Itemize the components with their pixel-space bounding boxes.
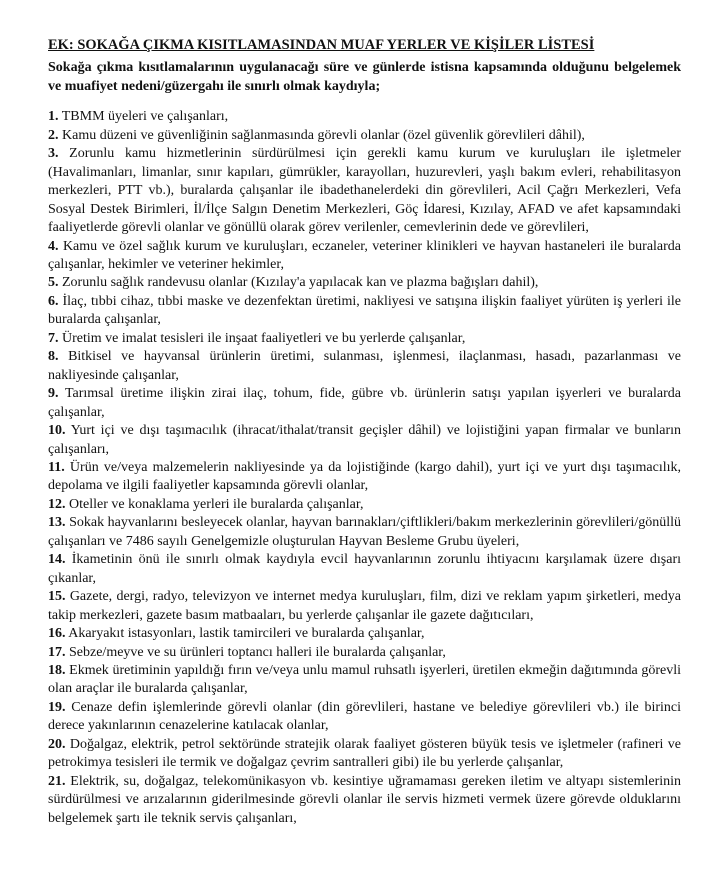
- document-title: EK: SOKAĞA ÇIKMA KISITLAMASINDAN MUAF YERLER VE KİŞİLER LİSTESİ: [48, 37, 595, 53]
- item-number: 6.: [48, 293, 59, 309]
- item-text: Gazete, dergi, radyo, televizyon ve internet medya kuruluşları, film, dizi ve reklam yapım şirketleri, medya takip merkezleri, gazete basım matbaaları, bu yerlerde çalışanlar ile gazete dağıtıcıları,: [48, 589, 682, 623]
- item-text: Sebze/meyve ve su ürünleri toptancı halleri ile buralarda çalışanlar,: [69, 644, 446, 660]
- list-item: [48, 551, 681, 588]
- list-item: [48, 514, 681, 551]
- item-number: 19.: [48, 699, 66, 715]
- list-item: [48, 330, 681, 348]
- list-item: [48, 588, 681, 625]
- item-text: Yurt içi ve dışı taşımacılık (ihracat/ithalat/transit geçişler dâhil) ve lojistiğini yapan firmalar ve bunların çalışanları,: [48, 423, 682, 457]
- item-number: 8.: [48, 349, 59, 365]
- document-page: [0, 35, 709, 879]
- list-item: [48, 274, 681, 292]
- list-item: [48, 459, 681, 496]
- list-item: [48, 625, 681, 643]
- item-number: 16.: [48, 626, 66, 642]
- item-number: 9.: [48, 386, 59, 402]
- item-number: 18.: [48, 663, 66, 678]
- item-number: 14.: [48, 552, 66, 568]
- list-item: [48, 736, 681, 773]
- list-item: [48, 145, 681, 237]
- list-item: [48, 385, 681, 422]
- item-text: Elektrik, su, doğalgaz, telekomünikasyon vb. kesintiye uğramaması gereken iletim ve altyapı sistemlerinin sürdürülmesi ve arızalarının giderilmesinde görevli olanlar ile servis hizmeti vermek üzere görevde olduklarını belgelemek şartı ile teknik servis çalışanları,: [48, 773, 682, 826]
- list-item: [48, 699, 681, 736]
- item-text: Oteller ve konaklama yerleri ile buralarda çalışanlar,: [69, 496, 364, 512]
- item-text: TBMM üyeleri ve çalışanları,: [61, 109, 229, 125]
- item-text: Cenaze defin işlemlerinde görevli olanlar (din görevlileri, hastane ve belediye görevlileri vb.) ile birinci derece yakınlarının cenazelerine katılacak olanlar,: [48, 699, 682, 734]
- item-text: Kamu düzeni ve güvenliğinin sağlanmasında görevli olanlar (özel güvenlik görevlileri dâhil),: [62, 127, 585, 143]
- list-item: [48, 108, 681, 126]
- item-number: 13.: [48, 515, 66, 531]
- item-text: Bitkisel ve hayvansal ürünlerin üretimi, sulanması, işlenmesi, ilaçlanması, hasadı, pazarlanması ve nakliyesinde çalışanlar,: [48, 349, 682, 383]
- list-item: [48, 773, 681, 828]
- exemption-list: [48, 108, 681, 828]
- list-item: [48, 422, 681, 459]
- item-number: 17.: [48, 644, 66, 660]
- list-item: [48, 662, 681, 699]
- item-number: 2.: [48, 127, 59, 143]
- item-number: 12.: [48, 496, 66, 512]
- item-number: 20.: [48, 736, 66, 752]
- item-text: Doğalgaz, elektrik, petrol sektöründe stratejik olarak faaliyet gösteren büyük tesis ve işletmeler (rafineri ve petrokimya tesisleri ile termik ve doğalgaz çevrim santralleri gibi) ile bu yerlerde çalışanlar,: [48, 736, 681, 771]
- list-item: [48, 238, 681, 275]
- item-number: 7.: [48, 330, 59, 346]
- item-number: 1.: [48, 109, 59, 125]
- item-text: Zorunlu sağlık randevusu olanlar (Kızılay'a yapılacak kan ve plazma bağışları dahil),: [62, 275, 539, 291]
- list-item: [48, 644, 681, 662]
- item-number: 3.: [48, 146, 59, 162]
- item-number: 15.: [48, 589, 66, 605]
- item-text: Üretim ve imalat tesisleri ile inşaat faaliyetleri ve bu yerlerde çalışanlar,: [62, 330, 466, 346]
- list-item: [48, 127, 681, 145]
- item-text: Akaryakıt istasyonları, lastik tamircileri ve buralarda çalışanlar,: [68, 626, 425, 642]
- item-text: Zorunlu kamu hizmetlerinin sürdürülmesi için gerekli kamu kurum ve kuruluşları ile işletmeler (Havalimanları, limanlar, sınır kapıları, gümrükler, karayolları, huzurevleri, yaşlı bakım evleri, rehabilitasyon merkezleri, PTT vb.), buralarda çalışanlar ile ibadethanelerdeki din görevlileri, Acil Çağrı Merkezleri, Vefa Sosyal Destek Birimleri, İl/İlçe Salgın Denetim Merkezleri, Göç İdaresi, Kızılay, AFAD ve afet kapsamındaki faaliyetlerde görevli olanlar ve gönüllü olarak görev verilenler, cemevlerinin dede ve görevlileri,: [48, 146, 681, 236]
- item-text: Sokak hayvanlarını besleyecek olanlar, hayvan barınakları/çiftlikleri/bakım merkezlerinin görevlileri/gönüllü çalışanları ve 7486 sayılı Genelgemizle oluşturulan Hayvan Besleme Grubu üyeleri,: [48, 515, 681, 549]
- item-text: İlaç, tıbbi cihaz, tıbbi maske ve dezenfektan üretimi, nakliyesi ve satışına ilişkin faaliyet yürüten iş yerleri ile buralarda çalışanlar,: [48, 293, 682, 328]
- item-number: 4.: [48, 238, 59, 254]
- item-number: 10.: [48, 423, 66, 439]
- item-number: 21.: [48, 773, 66, 789]
- item-number: 5.: [48, 275, 59, 291]
- item-text: Ürün ve/veya malzemelerin nakliyesinde ya da lojistiğinde (kargo dahil), yurt içi ve yurt dışı taşımacılık, depolama ve ilgili faaliyetler kapsamında görevli olanlar,: [48, 460, 682, 494]
- list-item: [48, 348, 681, 385]
- list-item: [48, 496, 681, 514]
- item-number: 11.: [48, 460, 65, 476]
- item-text: İkametinin önü ile sınırlı olmak kaydıyla evcil hayvanlarının zorunlu ihtiyacını karşılamak üzere dışarı çıkanlar,: [48, 552, 681, 586]
- list-item: [48, 293, 681, 330]
- item-text: Tarımsal üretime ilişkin zirai ilaç, tohum, fide, gübre vb. ürünlerin satışı yapılan işyerleri ve buralarda çalışanlar,: [48, 386, 681, 420]
- item-text: Ekmek üretiminin yapıldığı fırın ve/veya unlu mamul ruhsatlı işyerleri, üretilen ekmeğin dağıtımında görevli olan araçlar ile buralarda çalışanlar,: [48, 663, 681, 697]
- document-intro: Sokağa çıkma kısıtlamalarının uygulanacağı süre ve günlerde istisna kapsamında olduğunu belgelemek ve muafiyet nedeni/güzergahı ile sınırlı olmak kaydıyla;: [48, 60, 681, 94]
- item-text: Kamu ve özel sağlık kurum ve kuruluşları, eczaneler, veteriner klinikleri ve hayvan hastaneleri ile buralarda çalışanlar, hekimler ve veteriner hekimler,: [48, 238, 682, 273]
